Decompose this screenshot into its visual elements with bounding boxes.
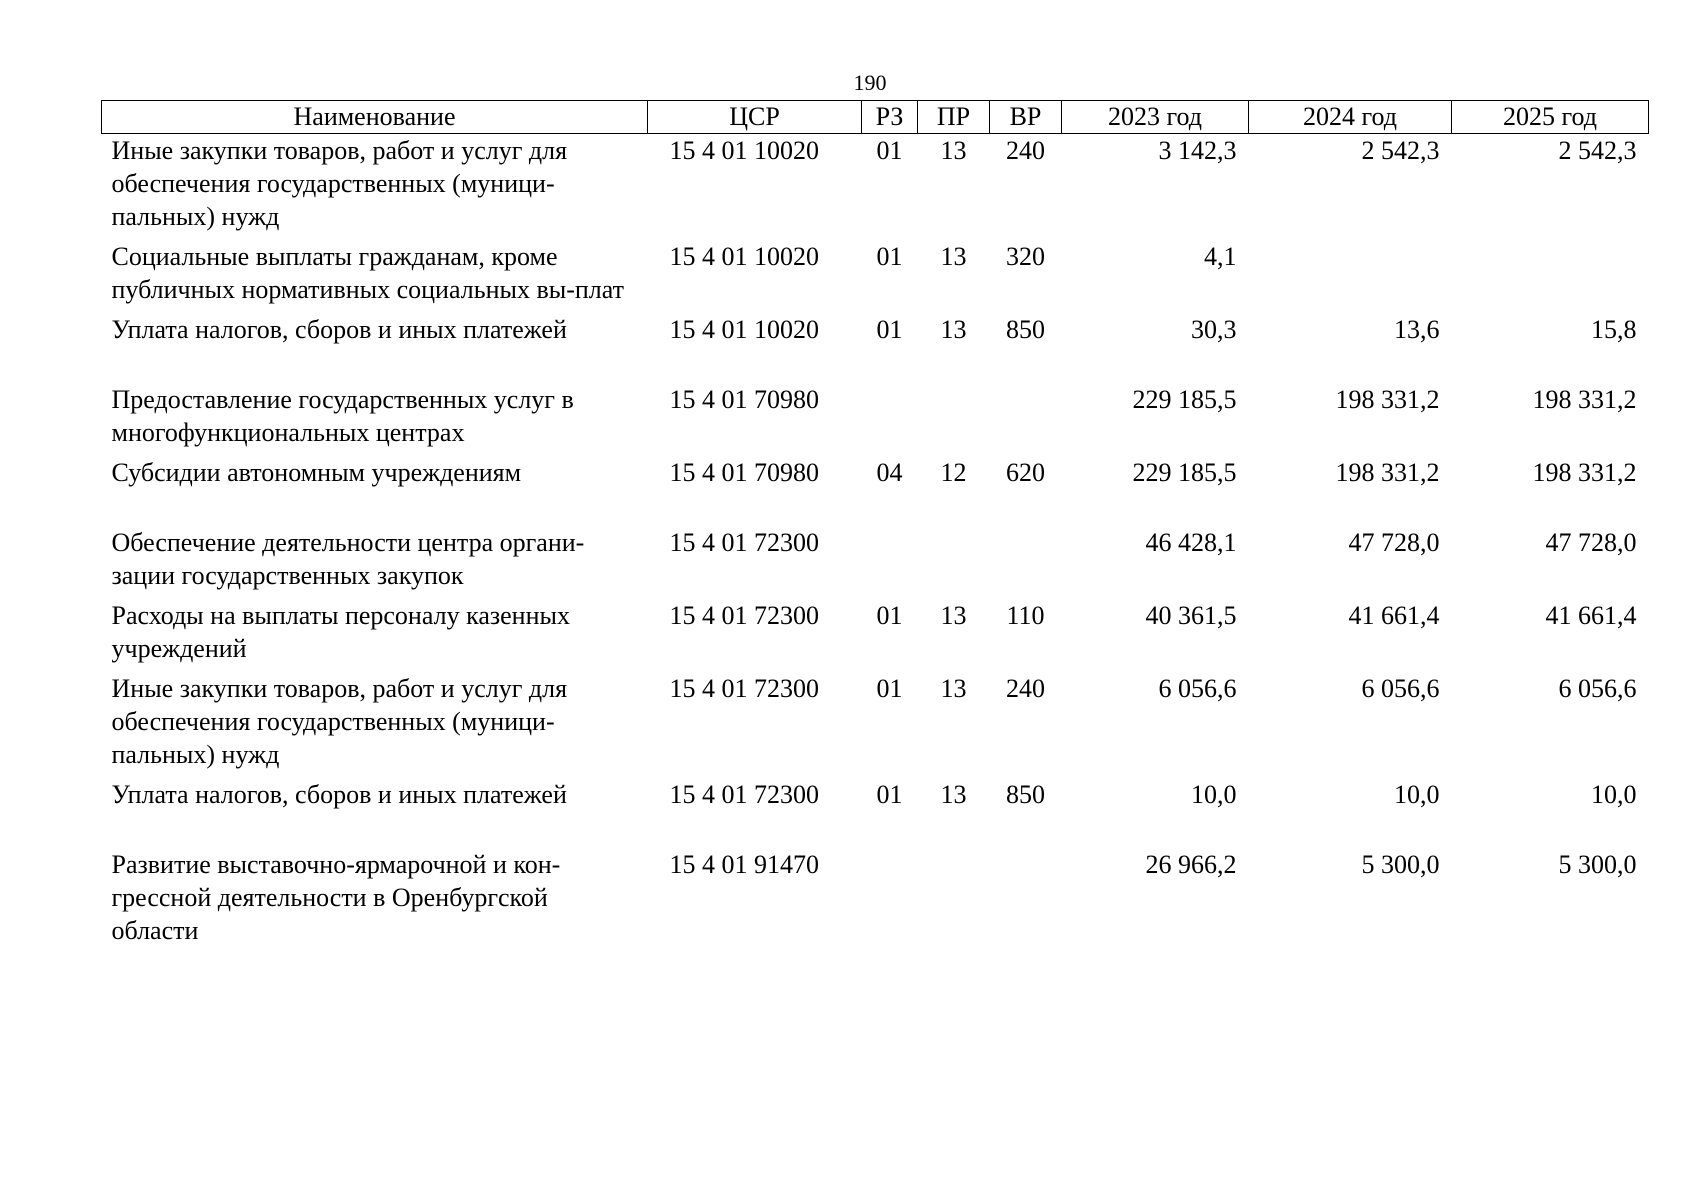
row-csr: 15 4 01 70980 xyxy=(669,385,819,414)
row-csr: 15 4 01 10020 xyxy=(669,242,819,271)
row-vr: 240 xyxy=(1006,674,1045,703)
row-2023: 26 966,2 xyxy=(1145,850,1237,879)
row-csr: 15 4 01 70980 xyxy=(669,458,819,487)
header-rz: РЗ xyxy=(862,101,918,134)
table-row xyxy=(102,672,1649,778)
row-pr: 13 xyxy=(940,242,967,271)
table-header xyxy=(102,101,1649,134)
row-vr: 320 xyxy=(1006,242,1045,271)
header-2025: 2025 год xyxy=(1452,101,1649,134)
row-name: Иные закупки товаров, работ и услуг для обеспечения государственных (муници-пальных) нужд xyxy=(111,136,568,231)
header-pr: ПР xyxy=(918,101,990,134)
row-2024 xyxy=(1249,240,1452,313)
row-2025: 198 331,2 xyxy=(1532,385,1637,414)
row-pr: 13 xyxy=(940,780,967,809)
row-name: Социальные выплаты гражданам, кроме публичных нормативных социальных вы-плат xyxy=(111,242,624,304)
row-vr xyxy=(990,383,1062,456)
table-row xyxy=(102,526,1649,599)
header-2024: 2024 год xyxy=(1249,101,1452,134)
row-2025: 5 300,0 xyxy=(1558,850,1637,879)
row-pr xyxy=(918,848,990,954)
row-csr: 15 4 01 10020 xyxy=(669,136,819,165)
row-2023: 229 185,5 xyxy=(1132,458,1237,487)
row-2023: 10,0 xyxy=(1191,780,1237,809)
budget-table xyxy=(101,100,1649,954)
row-name: Субсидии автономным учреждениям xyxy=(111,458,522,487)
row-2025 xyxy=(1452,240,1649,313)
row-rz xyxy=(862,526,918,599)
table-row xyxy=(102,456,1649,526)
row-rz: 01 xyxy=(876,136,903,165)
row-vr xyxy=(990,848,1062,954)
row-2024: 13,6 xyxy=(1394,315,1440,344)
row-2024: 10,0 xyxy=(1394,780,1440,809)
row-csr: 15 4 01 72300 xyxy=(669,674,819,703)
row-name: Уплата налогов, сборов и иных платежей xyxy=(111,315,567,344)
row-name: Развитие выставочно-ярмарочной и кон-грессной деятельности в Оренбургской области xyxy=(111,850,561,945)
row-pr xyxy=(918,383,990,456)
row-2024: 198 331,2 xyxy=(1335,458,1440,487)
row-2025: 2 542,3 xyxy=(1558,136,1637,165)
row-vr: 850 xyxy=(1006,780,1045,809)
row-rz: 01 xyxy=(876,780,903,809)
table-row xyxy=(102,383,1649,456)
table-row xyxy=(102,134,1649,241)
row-2025: 198 331,2 xyxy=(1532,458,1637,487)
row-rz xyxy=(862,383,918,456)
row-2023: 30,3 xyxy=(1191,315,1237,344)
row-2024: 5 300,0 xyxy=(1361,850,1440,879)
row-name: Иные закупки товаров, работ и услуг для обеспечения государственных (муници-пальных) нужд xyxy=(111,674,568,769)
row-2023: 46 428,1 xyxy=(1145,528,1237,557)
row-pr: 13 xyxy=(940,136,967,165)
row-pr: 12 xyxy=(940,458,967,487)
row-rz: 01 xyxy=(876,242,903,271)
row-2024: 6 056,6 xyxy=(1361,674,1440,703)
row-pr: 13 xyxy=(940,315,967,344)
row-vr: 240 xyxy=(1006,136,1045,165)
row-2025: 47 728,0 xyxy=(1545,528,1637,557)
row-csr: 15 4 01 72300 xyxy=(669,528,819,557)
row-2024: 198 331,2 xyxy=(1335,385,1440,414)
row-pr: 13 xyxy=(940,674,967,703)
row-name: Уплата налогов, сборов и иных платежей xyxy=(111,780,567,809)
row-rz: 04 xyxy=(876,458,903,487)
row-name: Предоставление государственных услуг в многофункциональных центрах xyxy=(111,385,574,447)
row-2025: 41 661,4 xyxy=(1545,601,1637,630)
row-2025: 10,0 xyxy=(1591,780,1637,809)
row-2025: 15,8 xyxy=(1591,315,1637,344)
row-vr: 110 xyxy=(1006,601,1045,630)
table-body xyxy=(102,134,1649,955)
row-name: Обеспечение деятельности центра органи-зации государственных закупок xyxy=(111,528,585,590)
row-rz: 01 xyxy=(876,315,903,344)
row-csr: 15 4 01 72300 xyxy=(669,601,819,630)
row-rz: 01 xyxy=(876,601,903,630)
row-vr: 620 xyxy=(1006,458,1045,487)
row-pr xyxy=(918,526,990,599)
row-2024: 47 728,0 xyxy=(1348,528,1440,557)
row-pr: 13 xyxy=(940,601,967,630)
header-2023: 2023 год xyxy=(1062,101,1249,134)
row-vr: 850 xyxy=(1006,315,1045,344)
row-csr: 15 4 01 10020 xyxy=(669,315,819,344)
table-row xyxy=(102,240,1649,313)
row-rz xyxy=(862,848,918,954)
row-2024: 41 661,4 xyxy=(1348,601,1440,630)
header-name: Наименование xyxy=(102,101,648,134)
row-2025: 6 056,6 xyxy=(1558,674,1637,703)
table-row xyxy=(102,599,1649,672)
row-2023: 6 056,6 xyxy=(1158,674,1237,703)
row-2023: 3 142,3 xyxy=(1158,136,1237,165)
row-name: Расходы на выплаты персоналу казенных учреждений xyxy=(111,601,570,663)
table-row xyxy=(102,313,1649,383)
table-row xyxy=(102,848,1649,954)
row-vr xyxy=(990,526,1062,599)
row-csr: 15 4 01 91470 xyxy=(669,850,819,879)
header-vr: ВР xyxy=(990,101,1062,134)
row-2023: 229 185,5 xyxy=(1132,385,1237,414)
row-rz: 01 xyxy=(876,674,903,703)
row-csr: 15 4 01 72300 xyxy=(669,780,819,809)
row-2023: 4,1 xyxy=(1204,242,1237,271)
row-2023: 40 361,5 xyxy=(1145,601,1237,630)
table-row xyxy=(102,778,1649,848)
row-2024: 2 542,3 xyxy=(1361,136,1440,165)
header-csr: ЦСР xyxy=(648,101,862,134)
page-number: 190 xyxy=(853,70,887,95)
